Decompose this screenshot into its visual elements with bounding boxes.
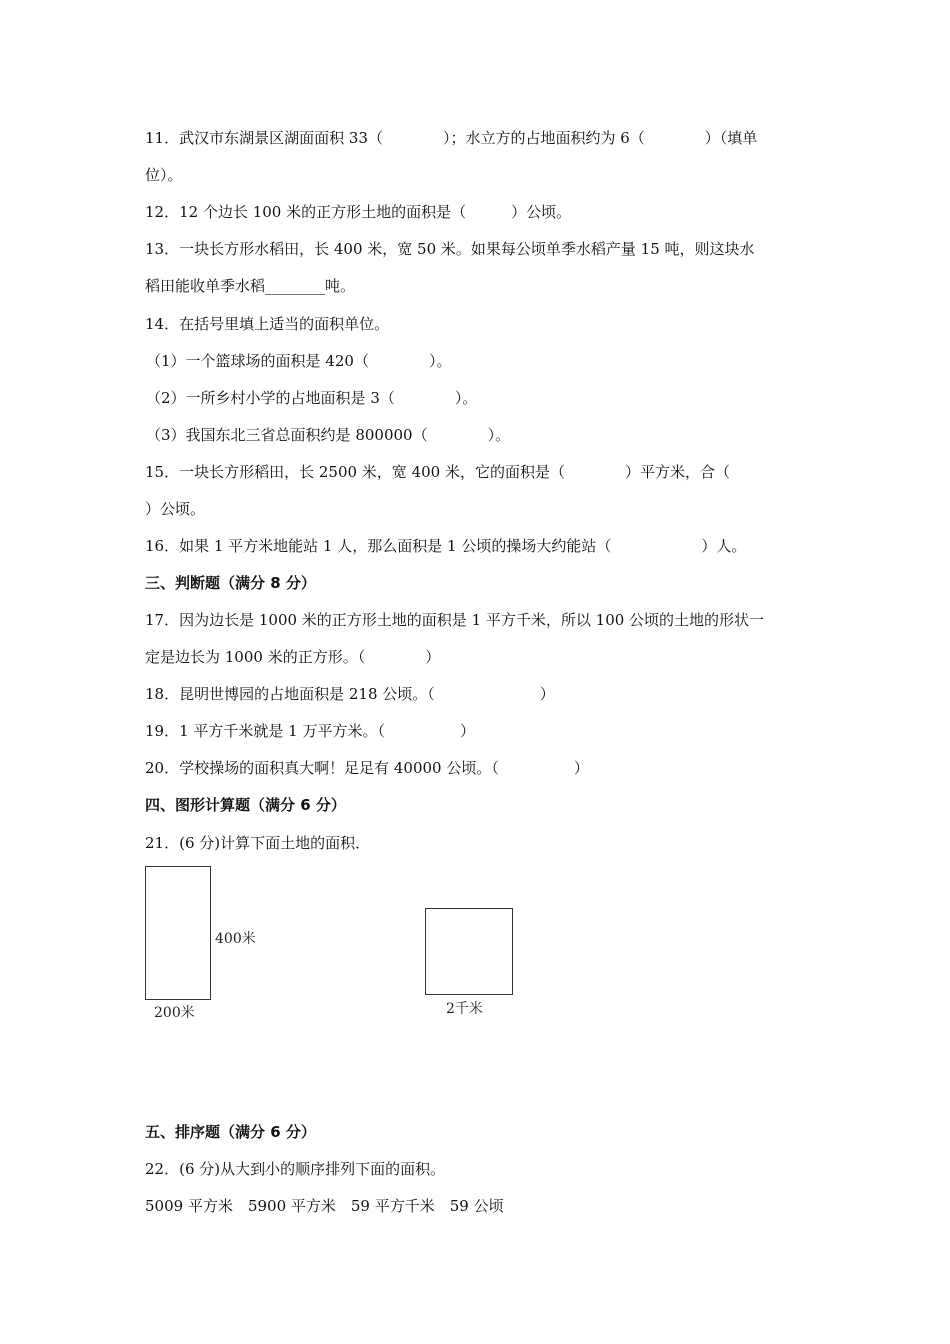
question-11-line-1: 11．武汉市东湖景区湖面面积 33（ ）；水立方的占地面积约为 6（ ）（填单 <box>145 129 758 147</box>
question-12: 12．12 个边长 100 米的正方形土地的面积是（ ）公顷。 <box>145 203 572 221</box>
rectangle-width-label: 200米 <box>154 1005 195 1021</box>
section-4-heading: 四、图形计算题（满分 6 分） <box>145 796 346 814</box>
question-14: 14．在括号里填上适当的面积单位。 <box>145 315 390 333</box>
question-13-line-2: 稻田能收单季水稻________吨。 <box>145 277 356 295</box>
question-22-items: 5009 平方米 5900 平方米 59 平方千米 59 公顷 <box>145 1197 504 1215</box>
question-15-line-2: ）公顷。 <box>145 500 206 518</box>
question-20: 20．学校操场的面积真大啊！足足有 40000 公顷。（ ） <box>145 759 589 777</box>
square-land-figure <box>425 908 513 995</box>
question-14-part-2: （2）一所乡村小学的占地面积是 3（ ）。 <box>146 389 478 407</box>
question-17-line-1: 17．因为边长是 1000 米的正方形土地的面积是 1 平方千米，所以 100 公顷的土地的形状一 <box>145 611 765 629</box>
question-17-line-2: 定是边长为 1000 米的正方形。（ ） <box>145 648 441 666</box>
question-21: 21．(6 分)计算下面土地的面积． <box>145 834 371 852</box>
question-13-line-1: 13．一块长方形水稻田，长 400 米，宽 50 米。如果每公顷单季水稻产量 15 吨，则这块水 <box>145 240 755 258</box>
section-5-heading: 五、排序题（满分 6 分） <box>145 1123 316 1141</box>
question-18: 18．昆明世博园的占地面积是 218 公顷。（ ） <box>145 685 555 703</box>
rectangle-land-figure <box>145 866 211 1000</box>
question-15-line-1: 15．一块长方形稻田，长 2500 米，宽 400 米，它的面积是（ ）平方米，合（ <box>145 463 730 481</box>
question-16: 16．如果 1 平方米地能站 1 人，那么面积是 1 公顷的操场大约能站（ ）人。 <box>145 537 747 555</box>
question-22: 22．(6 分)从大到小的顺序排列下面的面积。 <box>145 1160 446 1178</box>
square-side-label: 2千米 <box>446 1001 483 1017</box>
question-14-part-1: （1）一个篮球场的面积是 420（ ）。 <box>146 352 452 370</box>
question-19: 19．1 平方千米就是 1 万平方米。（ ） <box>145 722 475 740</box>
rectangle-height-label: 400米 <box>215 931 256 947</box>
question-11-line-2: 位）。 <box>145 166 183 184</box>
question-14-part-3: （3）我国东北三省总面积约是 800000（ ）。 <box>146 426 511 444</box>
section-3-heading: 三、判断题（满分 8 分） <box>145 574 316 592</box>
